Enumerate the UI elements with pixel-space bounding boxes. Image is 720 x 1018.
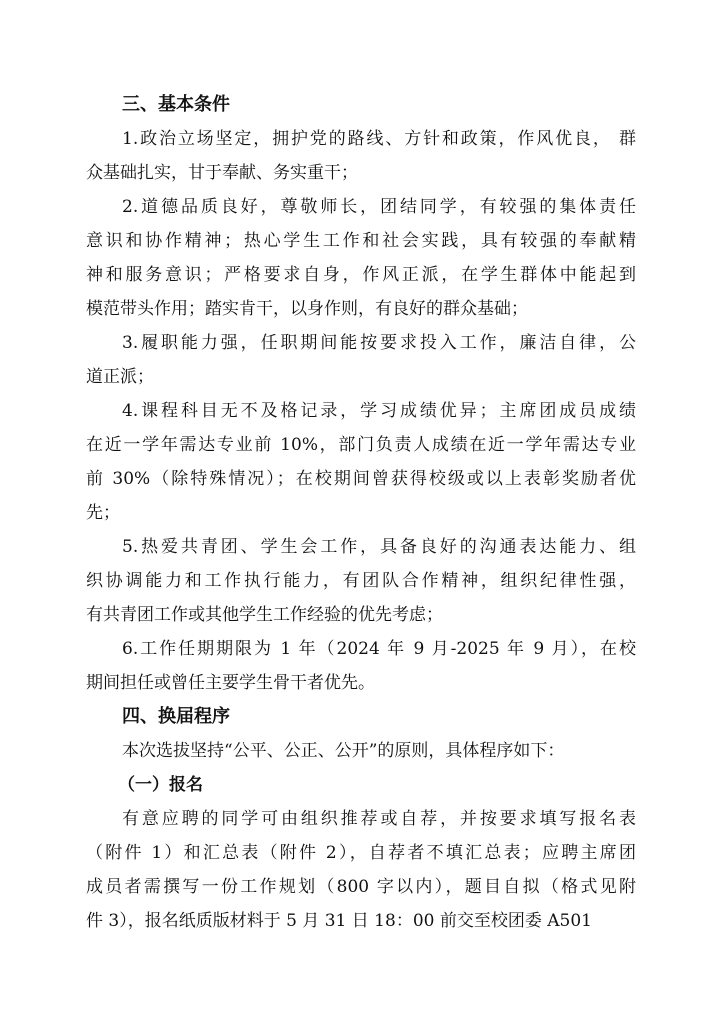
paragraph-line: 道正派； [86, 367, 154, 387]
paragraph-line: 有共青团工作或其他学生工作经验的优先考虑； [86, 605, 443, 625]
paragraph-line: 期间担任或曾任主要学生骨干者优先。 [86, 673, 375, 693]
paragraph-line: 有意应聘的同学可由组织推荐或自荐，并按要求填写报名表 [122, 809, 636, 829]
section-heading: 四、换届程序 [122, 706, 230, 727]
paragraph-line: 6.工作任期期限为 1 年（2024 年 9 月-2025 年 9 月），在校 [122, 639, 636, 659]
paragraph-line: 成员者需撰写一份工作规划（800 字以内），题目自拟（格式见附 [86, 877, 636, 897]
document-page [86, 88, 636, 938]
paragraph-line: 1.政治立场坚定，拥护党的路线、方针和政策，作风优良， 群 [122, 129, 636, 149]
paragraph-line: 2.道德品质良好，尊敬师长，团结同学，有较强的集体责任 [122, 197, 636, 217]
paragraph-line: 意识和协作精神；热心学生工作和社会实践，具有较强的奉献精 [86, 231, 636, 251]
section-heading: 三、基本条件 [122, 94, 230, 115]
paragraph-line: 4.课程科目无不及格记录，学习成绩优异；主席团成员成绩 [122, 401, 636, 421]
paragraph-line: 在近一学年需达专业前 10%，部门负责人成绩在近一学年需达专业 [86, 435, 636, 455]
paragraph-line: 先； [86, 503, 120, 523]
paragraph-line: 件 3），报名纸质版材料于 5 月 31 日 18：00 前交至校团委 A501 [86, 911, 592, 931]
paragraph-line: 织协调能力和工作执行能力，有团队合作精神，组织纪律性强， [86, 571, 636, 591]
paragraph-line: 前 30%（除特殊情况）；在校期间曾获得校级或以上表彰奖励者优 [86, 469, 636, 489]
paragraph-line: 5.热爱共青团、学生会工作，具备良好的沟通表达能力、组 [122, 537, 636, 557]
paragraph-line: 3.履职能力强，任职期间能按要求投入工作，廉洁自律，公 [122, 333, 636, 353]
paragraph-line: （附件 1）和汇总表（附件 2），自荐者不填汇总表；应聘主席团 [86, 843, 636, 863]
subsection-heading: （一）报名 [118, 775, 203, 795]
paragraph-line: 众基础扎实，甘于奉献、务实重干； [86, 163, 358, 183]
paragraph-line: 本次选拔坚持“公平、公正、公开”的原则，具体程序如下： [122, 741, 565, 761]
paragraph-line: 模范带头作用；踏实肯干，以身作则，有良好的群众基础； [86, 299, 528, 319]
paragraph-line: 神和服务意识；严格要求自身，作风正派，在学生群体中能起到 [86, 265, 636, 285]
